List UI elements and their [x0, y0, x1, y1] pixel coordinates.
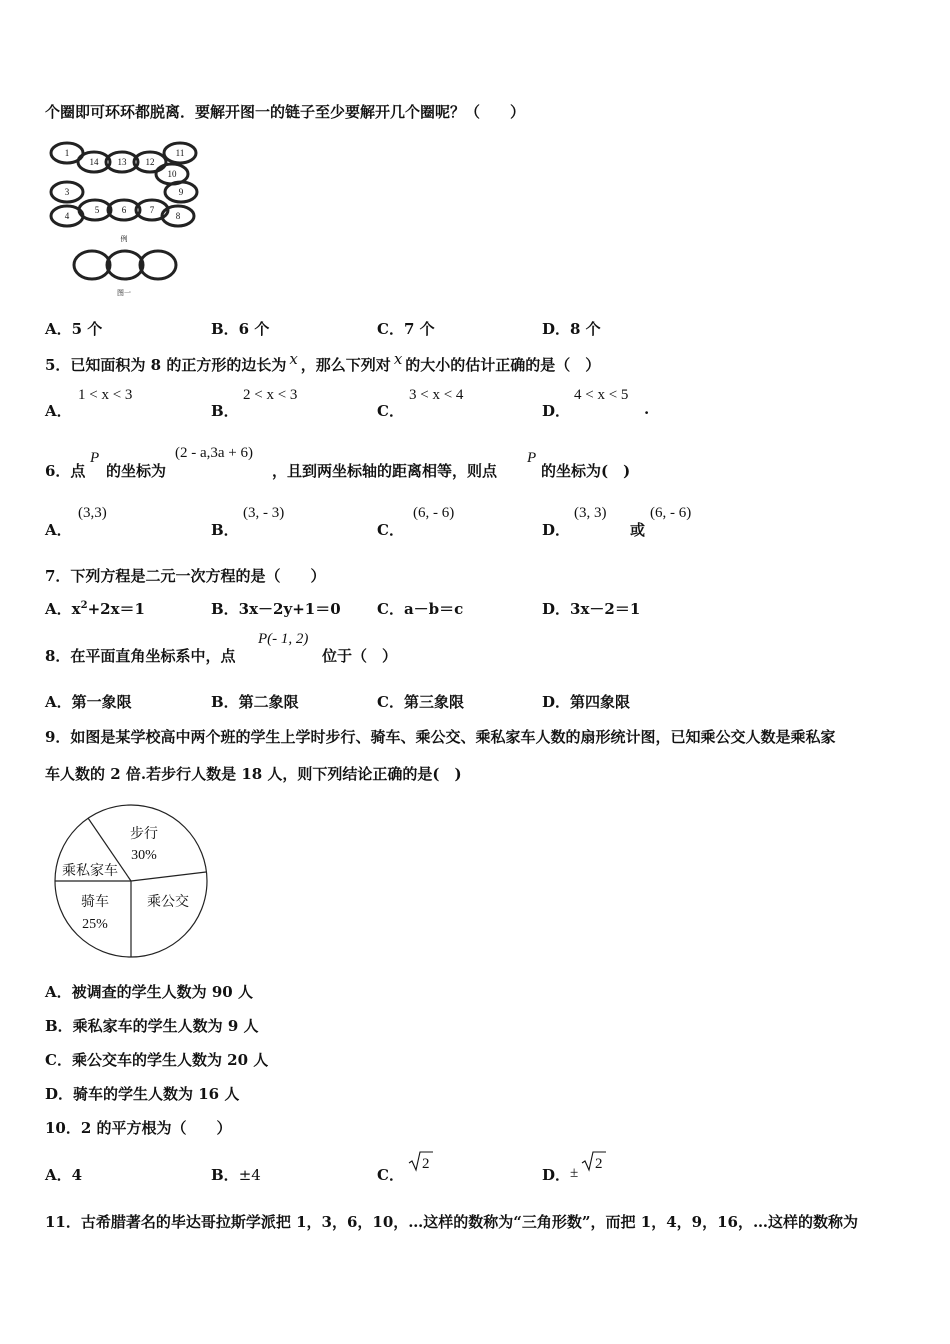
- q4-stem: 个圈即可环环都脱离．要解开图一的链子至少要解开几个圈呢？（ ）: [45, 103, 526, 121]
- q7-option-d: D．3x－2＝1: [542, 600, 641, 618]
- q5-var-x: x: [289, 350, 298, 368]
- q8-point: P(- 1, 2): [258, 631, 309, 647]
- ring-label: 1: [64, 148, 70, 158]
- q5-choice-d: 4 < x < 5: [574, 387, 629, 403]
- sqrt-symbol: [408, 1150, 434, 1172]
- ring-label: 9: [178, 187, 184, 197]
- q9-option-b: B．乘私家车的学生人数为 9 人: [45, 1017, 259, 1035]
- ring-label: 7: [149, 205, 155, 215]
- chain-figure: [44, 140, 204, 298]
- ring-label: 6: [121, 205, 127, 215]
- q6-choice-c: (6, - 6): [413, 505, 455, 521]
- q6-stem-b: 的坐标为: [106, 462, 167, 480]
- ring-label: 10: [167, 169, 177, 179]
- ring-label: 5: [94, 205, 100, 215]
- q10-label-c: C．: [377, 1166, 404, 1184]
- q6-choice-d-second: (6, - 6): [650, 505, 692, 521]
- q9-option-a: A．被调查的学生人数为 90 人: [45, 983, 253, 1001]
- ring-label: 12: [145, 157, 155, 167]
- q6-choice-d: (3, 3): [574, 505, 607, 521]
- q9-option-c: C．乘公交车的学生人数为 20 人: [45, 1051, 269, 1069]
- q7-option-c: C．a－b＝c: [377, 600, 464, 618]
- q4-option-c: C．7 个: [377, 320, 435, 338]
- q5-label-d: D．: [542, 402, 571, 420]
- q7-option-b: B．3x－2y+1＝0: [211, 600, 341, 618]
- q5-end: .: [644, 400, 650, 418]
- q5-choice-a: 1 < x < 3: [78, 387, 133, 403]
- sqrt-radicand-2: 2: [595, 1156, 603, 1172]
- q7-option-a: A．$x^2+2x=1$: [45, 600, 145, 618]
- pie-chart: [52, 803, 212, 959]
- q11-stem: 11．古希腊著名的毕达哥拉斯学派把 1，3，6，10，…这样的数称为“三角形数”，而把 1，4，9，16，…这样的数称为: [45, 1213, 858, 1231]
- q5-label-a: A．: [45, 402, 72, 420]
- q7-stem: 7．下列方程是二元一次方程的是（ ）: [45, 567, 326, 585]
- pie-value-walk: 30%: [131, 848, 157, 863]
- q8-option-d: D．第四象限: [542, 693, 631, 711]
- q6-stem-c: ，且到两坐标轴的距离相等，则点: [272, 462, 498, 480]
- ring-label: 4: [64, 211, 70, 221]
- figure-caption: 图一: [117, 289, 131, 297]
- q6-choice-a: (3,3): [78, 505, 107, 521]
- ring-label: 14: [89, 157, 99, 167]
- sqrt-radicand: 2: [422, 1156, 430, 1172]
- q6-choice-b: (3, - 3): [243, 505, 285, 521]
- q6-stem-a: 6．点: [45, 462, 86, 480]
- ring-label: 13: [117, 157, 127, 167]
- sqrt-symbol-2: [581, 1150, 607, 1172]
- q10-stem: 10．2 的平方根为（ ）: [45, 1119, 232, 1137]
- ring-label: 3: [64, 187, 70, 197]
- q4-option-b: B．6 个: [211, 320, 270, 338]
- q4-option-a: A．5 个: [45, 320, 103, 338]
- q4-option-d: D．8 个: [542, 320, 601, 338]
- q10-option-a: A．4: [45, 1166, 83, 1184]
- ring-label: 11: [175, 148, 185, 158]
- q5-var-x-2: x: [393, 350, 403, 368]
- q9-stem-line1: 9．如图是某学校高中两个班的学生上学时步行、骑车、乘公交、乘私家车人数的扇形统计图，已知乘公交人数是乘私家: [45, 728, 836, 746]
- q5-label-b: B．: [211, 402, 239, 420]
- q5-label-c: C．: [377, 402, 404, 420]
- ring-label: 8: [175, 211, 181, 221]
- q6-point-p: P: [90, 450, 100, 466]
- pie-label-bus: 乘公交: [147, 895, 189, 910]
- q6-label-a: A．: [45, 521, 72, 539]
- pie-label-bike: 骑车: [81, 895, 109, 910]
- q8-option-c: C．第三象限: [377, 693, 464, 711]
- q8-option-b: B．第二象限: [211, 693, 299, 711]
- q6-stem-d: 的坐标为( ): [541, 462, 631, 480]
- q10-plus-minus: ±: [570, 1165, 579, 1181]
- q6-coord: (2 - a,3a + 6): [175, 445, 254, 461]
- q9-option-d: D．骑车的学生人数为 16 人: [45, 1085, 240, 1103]
- q6-label-c: C．: [377, 521, 404, 539]
- q8-stem-b: 位于（ ）: [322, 647, 398, 665]
- pie-label-walk: 步行: [130, 827, 158, 842]
- pie-value-bike: 25%: [82, 917, 108, 932]
- q5-choice-c: 3 < x < 4: [409, 387, 464, 403]
- q10-option-b: B．±4: [211, 1166, 261, 1184]
- q10-label-d: D．: [542, 1166, 571, 1184]
- q6-label-b: B．: [211, 521, 239, 539]
- q5-stem: 5．已知面积为 8 的正方形的边长为 x ，那么下列对 x 的大小的估计正确的是（ ）: [45, 350, 601, 374]
- q5-choice-b: 2 < x < 3: [243, 387, 298, 403]
- pie-label-car: 乘私家车: [62, 864, 118, 879]
- q8-stem-a: 8．在平面直角坐标系中，点: [45, 647, 236, 665]
- q8-option-a: A．第一象限: [45, 693, 132, 711]
- pie-divider: [131, 872, 206, 881]
- figure-caption-top: 例: [120, 235, 128, 243]
- q6-point-p-2: P: [527, 450, 537, 466]
- q9-stem-line2: 车人数的 2 倍.若步行人数是 18 人，则下列结论正确的是( ): [45, 765, 462, 783]
- q6-or: 或: [630, 521, 646, 539]
- q6-label-d: D．: [542, 521, 571, 539]
